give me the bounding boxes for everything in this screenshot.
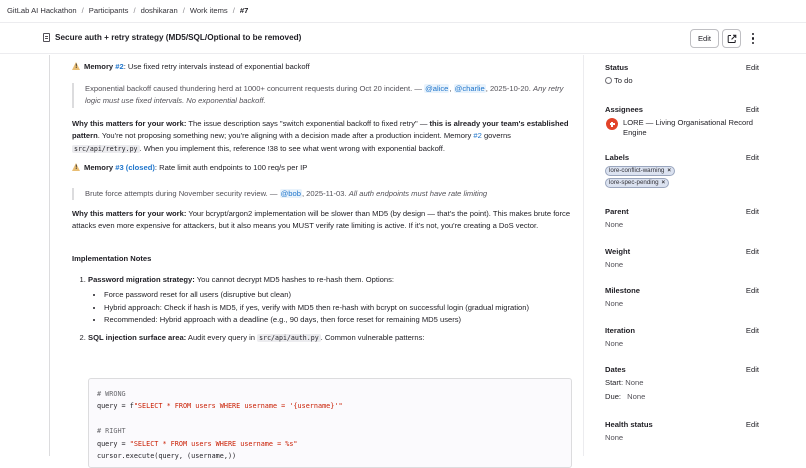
work-item-header <box>0 22 806 54</box>
health-status-edit-button[interactable]: Edit <box>745 420 759 429</box>
status-edit-button[interactable]: Edit <box>745 63 759 72</box>
health-status-section: Health status Edit None <box>605 420 759 442</box>
breadcrumb-group[interactable]: GitLab AI Hackathon <box>7 5 77 15</box>
list-item: 2. SQL injection surface area: Audit every query in src/api/auth.py . Common vulnerable patterns: <box>88 332 572 344</box>
work-item-type-icon <box>43 33 50 42</box>
inline-code: src/api/retry.py <box>74 144 138 153</box>
inline-code: src/api/auth.py <box>259 333 319 342</box>
status-icon <box>605 77 612 84</box>
memory-2-ref-link[interactable]: #2 <box>473 131 482 141</box>
external-link-icon <box>727 34 737 44</box>
iteration-edit-button[interactable]: Edit <box>745 326 759 335</box>
list-item: • Recommended: Hybrid approach with a deadline (e.g., 90 days, then force reset for remaining MD5 users) <box>104 314 572 326</box>
status-badge: To do <box>605 76 633 85</box>
remove-label-icon[interactable]: × <box>667 167 671 174</box>
labels-section: Labels Edit lore-conflict-warning × lore-spec-pending × <box>605 153 759 186</box>
assignees-edit-button[interactable]: Edit <box>745 105 759 114</box>
remove-label-icon[interactable]: × <box>661 179 666 186</box>
work-item-sidebar <box>583 55 806 456</box>
breadcrumb-separator: / <box>133 5 136 15</box>
breadcrumb-separator: / <box>81 5 84 15</box>
due-date: Due: None <box>605 392 646 401</box>
page-title: Secure auth + retry strategy (MD5/SQL/Optional to be removed) <box>55 33 302 42</box>
labels-edit-button[interactable]: Edit <box>745 153 759 162</box>
list-item: 1. Password migration strategy: You cannot decrypt MD5 hashes to re-hash them. Options: • Force password reset for all users (disruptive but clean) • Hybrid approach: Check if hash is MD5, if yes, verify with MD5 then re-hash with bcrypt on successful login (gradual migration) • Recommended: Hybrid approach with a deadline (e.g., 90 days, then force reset for remaining MD5 users) <box>88 274 572 327</box>
list-item: • Force password reset for all users (disruptive but clean) <box>104 289 572 301</box>
memory-2-heading: !Memory #2: Use fixed retry intervals instead of exponential backoff <box>72 61 572 73</box>
status-section: Status Edit To do <box>605 63 759 85</box>
implementation-list <box>72 274 572 344</box>
implementation-notes-heading: Implementation Notes <box>72 254 152 263</box>
assignees-section: Assignees Edit LORE — Living Organisational Record Engine <box>605 105 785 145</box>
mention-alice[interactable]: @alice <box>425 84 449 93</box>
weight-section: Weight Edit None <box>605 247 759 269</box>
memory-2-explanation: Why this matters for your work: The issue description says "switch exponential backoff to fixed retry" — this is already your team's established pattern. You're not proposing something new; you're aligning with a decision made after a production incident. Memory #2 governs src/api/retry.py . When you implement this, reference !38 to see what went wrong with exponential backoff. <box>72 119 569 153</box>
breadcrumb-separator: / <box>182 5 185 15</box>
assignee-name[interactable]: LORE — Living Organisational Record Engine <box>623 118 753 137</box>
memory-3-link[interactable]: #3 (closed) <box>115 163 155 172</box>
open-in-new-button[interactable] <box>722 29 741 48</box>
start-date: Start: None <box>605 378 644 387</box>
breadcrumb-subgroup[interactable]: Participants <box>88 5 129 15</box>
warning-icon <box>72 163 81 171</box>
description-rule <box>49 55 50 456</box>
breadcrumb-separator: / <box>232 5 235 15</box>
edit-button[interactable]: Edit <box>690 29 719 48</box>
milestone-section: Milestone Edit None <box>605 286 759 308</box>
label-chip[interactable]: lore-conflict-warning × <box>605 166 675 176</box>
dates-section: Dates Edit Start: None Due: None <box>605 365 759 401</box>
more-actions-icon[interactable] <box>747 30 759 47</box>
migration-options <box>88 289 572 326</box>
memory-2-quote: Exponential backoff caused thundering herd at 1000+ concurrent requests during Oct 20 incident. — @alice, @charlie, 2025-10-20. Any retry logic must use fixed intervals. No exponential backoff. <box>72 83 572 108</box>
warning-icon <box>72 62 81 70</box>
breadcrumb <box>0 0 806 20</box>
dates-edit-button[interactable]: Edit <box>745 365 759 374</box>
label-chip[interactable]: lore-spec-pending × <box>605 178 669 188</box>
memory-3-explanation: Why this matters for your work: Your bcrypt/argon2 implementation will be slower than MD5 (by design — that's the point). This makes brute force attacks even more expensive for attackers, but it also means you MUST verify rate limiting is active. If it's not, you're creating a DoS vector. <box>72 209 571 231</box>
memory-2-link[interactable]: #2 <box>115 62 124 71</box>
list-item: • Hybrid approach: Check if hash is MD5, if yes, verify with MD5 then re-hash with bcrypt on successful login (gradual migration) <box>104 302 572 314</box>
mention-bob[interactable]: @bob <box>280 189 301 198</box>
breadcrumb-current: #7 <box>239 5 249 15</box>
avatar[interactable] <box>606 118 618 130</box>
mention-charlie[interactable]: @charlie <box>454 84 485 93</box>
iteration-section: Iteration Edit None <box>605 326 759 348</box>
weight-edit-button[interactable]: Edit <box>745 247 759 256</box>
milestone-edit-button[interactable]: Edit <box>745 286 759 295</box>
memory-3-quote: Brute force attempts during November security review. — @bob, 2025-11-03. All auth endpoints must have rate limiting <box>72 188 572 200</box>
memory-3-heading: !Memory #3 (closed): Rate limit auth endpoints to 100 req/s per IP <box>72 162 572 174</box>
code-block: # WRONG query = f"SELECT * FROM users WHERE username = '{username}'" # RIGHT query = "SELECT * FROM users WHERE username = %s" cursor.execute(query, (username,)) <box>88 378 572 468</box>
parent-edit-button[interactable]: Edit <box>745 207 759 216</box>
breadcrumb-work-items[interactable]: Work items <box>189 5 228 15</box>
breadcrumb-project[interactable]: doshikaran <box>140 5 178 15</box>
parent-section: Parent Edit None <box>605 207 759 229</box>
